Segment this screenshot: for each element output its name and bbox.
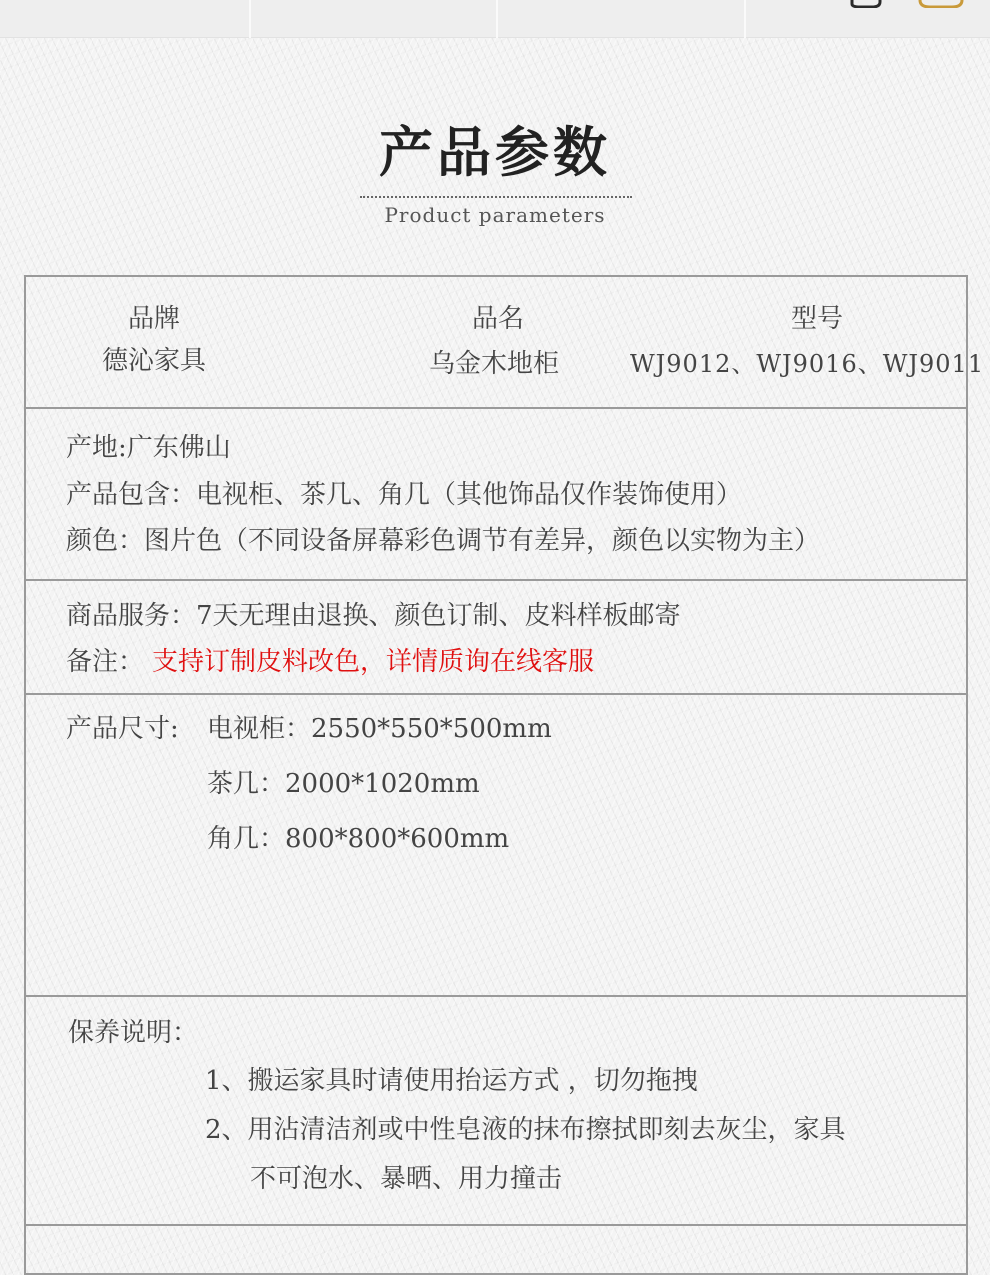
- care-item-2-line-1: 2、用沾清洁剂或中性皂液的抹布擦拭即刻去灰尘，家具: [205, 1115, 846, 1145]
- origin-text: 产地:广东佛山: [66, 433, 231, 463]
- service-text: 商品服务：7天无理由退换、颜色订制、皮料样板邮寄: [66, 601, 681, 631]
- contents-text: 产品包含：电视柜、茶几、角几（其他饰品仅作装饰使用）: [66, 480, 743, 510]
- care-item-2-line-2: 不可泡水、暴晒、用力撞击: [250, 1164, 563, 1194]
- product-name-value: 乌金木地柜: [428, 349, 559, 379]
- brand-value: 德沁家具: [101, 346, 206, 376]
- row-divider: [24, 407, 968, 409]
- care-label: 保养说明：: [68, 1018, 199, 1048]
- size-item-coffee-table: 茶几：2000*1020mm: [207, 769, 480, 799]
- top-nav-strip: [0, 0, 990, 38]
- product-name-label: 品名: [471, 304, 524, 334]
- page-title: 产品参数: [379, 121, 611, 184]
- row-divider: [24, 995, 968, 997]
- row-divider: [24, 1224, 968, 1226]
- note-label: 备注：: [66, 647, 145, 677]
- model-label: 型号: [790, 304, 843, 334]
- size-item-corner-table: 角几：800*800*600mm: [207, 824, 510, 854]
- row-divider: [24, 579, 968, 581]
- nav-divider: [249, 0, 251, 38]
- color-text: 颜色：图片色（不同设备屏幕彩色调节有差异，颜色以实物为主）: [66, 526, 821, 556]
- nav-divider: [744, 0, 746, 38]
- size-label: 产品尺寸:: [66, 714, 179, 744]
- brand-label: 品牌: [127, 304, 180, 334]
- care-item-1: 1、搬运家具时请使用抬运方式 ，切勿拖拽: [205, 1066, 698, 1096]
- page-subtitle: Product parameters: [384, 203, 606, 227]
- size-item-tv-cabinet: 电视柜：2550*550*500mm: [207, 714, 552, 744]
- row-divider: [24, 693, 968, 695]
- brand-logo-icon: [848, 0, 964, 8]
- title-divider: [360, 196, 632, 198]
- note-value: 支持订制皮料改色，详情质询在线客服: [152, 647, 595, 677]
- nav-divider: [496, 0, 498, 38]
- model-value: WJ9012、WJ9016、WJ9011: [630, 350, 985, 378]
